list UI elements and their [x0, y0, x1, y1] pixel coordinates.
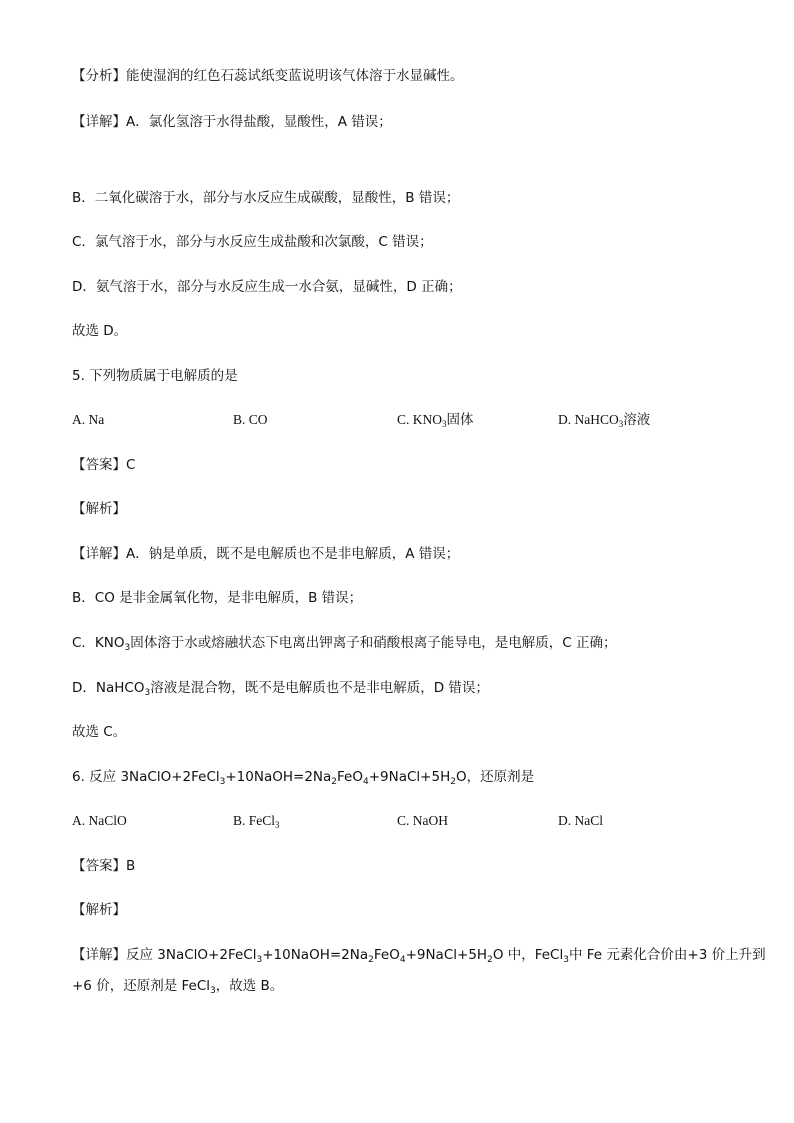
- q6-option-d: [558, 812, 603, 830]
- q5-option-d-suffix: 溶液: [623, 412, 651, 428]
- q5-detail-line-a: [72, 545, 459, 563]
- q6-detail-sub: 3: [256, 955, 263, 965]
- q6-analysis-tag: 【解析】: [72, 902, 126, 918]
- q5-conclusion-text: 故选 C。: [72, 724, 127, 740]
- q5-option-b: [233, 411, 268, 429]
- question-5-stem: [72, 367, 238, 385]
- detail-line-a: [72, 113, 392, 131]
- q6-detail-part: FeO: [373, 947, 400, 963]
- q5-detail-d-text: 溶液是混合物，既不是电解质也不是非电解质，D 错误；: [150, 680, 489, 696]
- q6-detail-sub: 4: [399, 955, 406, 965]
- q6-option-a: [72, 812, 127, 830]
- analysis-line: [72, 67, 464, 85]
- q6-detail-sub: 2: [487, 955, 493, 965]
- q5-option-d-formula: D. NaHCO: [558, 412, 619, 427]
- detail-line-c: [72, 233, 433, 251]
- q5-detail-line-d: [72, 679, 489, 697]
- detail-line-b: [72, 189, 459, 207]
- conclusion-line: [72, 322, 127, 340]
- q5-answer-line: [72, 456, 135, 474]
- detail-line-d: [72, 278, 462, 296]
- q5-detail-line-c: [72, 634, 616, 652]
- question-6-stem: [72, 768, 534, 786]
- q5-option-d: [558, 411, 650, 429]
- q5-option-a-text: A. Na: [72, 412, 105, 427]
- q6-stem-part: O，还原剂是: [455, 769, 535, 785]
- q5-detail-d-formula: D．NaHCO: [72, 680, 145, 696]
- q6-option-d-text: D. NaCl: [558, 813, 603, 828]
- conclusion-text: 故选 D。: [72, 323, 128, 339]
- detail-text-c: C．氯气溶于水，部分与水反应生成盐酸和次氯酸，C 错误；: [72, 234, 433, 250]
- q6-option-c-text: C. NaOH: [397, 813, 448, 828]
- q5-detail-c-sub: 3: [124, 643, 131, 653]
- q6-option-a-text: A. NaClO: [72, 813, 127, 828]
- q5-option-c-formula: C. KNO: [397, 412, 443, 427]
- q6-detail-tag: 【详解】: [72, 947, 126, 963]
- q6-detail-sub: 3: [210, 986, 216, 996]
- q6-detail-part: +6 价，还原剂是 FeCl: [72, 978, 210, 994]
- q5-option-c-sub: 3: [442, 419, 447, 429]
- q6-stem-sub: 2: [331, 777, 338, 787]
- q6-detail-sub: 2: [368, 955, 374, 965]
- q5-answer-value: C: [126, 457, 136, 473]
- q5-option-d-sub: 3: [618, 419, 624, 429]
- q6-analysis-line: [72, 901, 126, 919]
- q6-detail-part: 反应 3NaClO+2FeCl: [126, 947, 257, 963]
- q5-analysis-tag: 【解析】: [72, 501, 126, 517]
- analysis-tag: 【分析】: [72, 68, 126, 84]
- q6-detail-line-1: [72, 946, 766, 964]
- q5-detail-line-b: [72, 589, 362, 607]
- q6-detail-part: +10NaOH=2Na: [262, 947, 369, 963]
- q6-detail-part: 中 Fe 元素化合价由+3 价上升到: [568, 947, 766, 963]
- q5-option-c: [397, 411, 474, 429]
- q6-stem-part: 6. 反应 3NaClO+2FeCl: [72, 769, 220, 785]
- q5-detail-d-sub: 3: [144, 688, 151, 698]
- q6-answer-line: [72, 857, 135, 875]
- q6-detail-sub: 3: [563, 955, 569, 965]
- detail-text-a: A．氯化氢溶于水得盐酸，显酸性，A 错误；: [126, 114, 392, 130]
- q5-conclusion-line: [72, 723, 126, 741]
- q5-option-a: [72, 411, 104, 429]
- q6-option-b-sub: 3: [275, 820, 280, 830]
- q5-detail-text-a: A．钠是单质，既不是电解质也不是非电解质，A 错误；: [126, 546, 460, 562]
- q6-answer-tag: 【答案】: [72, 858, 126, 874]
- q6-stem-sub: 4: [363, 777, 369, 787]
- q5-option-c-suffix: 固体: [446, 412, 474, 428]
- q6-stem-part: +10NaOH=2Na: [225, 769, 332, 785]
- detail-tag: 【详解】: [72, 114, 126, 130]
- q6-detail-part: +9NaCl+5H: [405, 947, 488, 963]
- q6-stem-sub: 2: [450, 777, 456, 787]
- q5-detail-c-text: 固体溶于水或熔融状态下电离出钾离子和硝酸根离子能导电，是电解质，C 正确；: [130, 635, 617, 651]
- q6-detail-part: O 中，FeCl: [492, 947, 564, 963]
- question-5-text: 5. 下列物质属于电解质的是: [72, 368, 238, 384]
- detail-text-d: D．氨气溶于水，部分与水反应生成一水合氨，显碱性，D 正确；: [72, 279, 462, 295]
- q6-option-b: [233, 812, 280, 830]
- q5-detail-c-formula: C．KNO: [72, 635, 125, 651]
- q6-stem-part: FeO: [337, 769, 363, 785]
- q6-stem-sub: 3: [219, 777, 226, 787]
- q6-answer-value: B: [126, 858, 136, 874]
- q6-option-c: [397, 812, 448, 830]
- q6-stem-part: +9NaCl+5H: [368, 769, 451, 785]
- q6-detail-part: ，故选 B。: [215, 978, 284, 994]
- q6-detail-line-2: [72, 977, 283, 995]
- q6-option-b-text: B. FeCl: [233, 813, 276, 828]
- q5-detail-text-b: B．CO 是非金属氧化物，是非电解质，B 错误；: [72, 590, 363, 606]
- q5-detail-tag: 【详解】: [72, 546, 126, 562]
- detail-text-b: B．二氧化碳溶于水，部分与水反应生成碳酸，显酸性，B 错误；: [72, 190, 460, 206]
- analysis-text: 能使湿润的红色石蕊试纸变蓝说明该气体溶于水显碱性。: [126, 68, 464, 84]
- q5-analysis-line: [72, 500, 126, 518]
- q5-answer-tag: 【答案】: [72, 457, 126, 473]
- q5-option-b-text: B. CO: [233, 412, 268, 427]
